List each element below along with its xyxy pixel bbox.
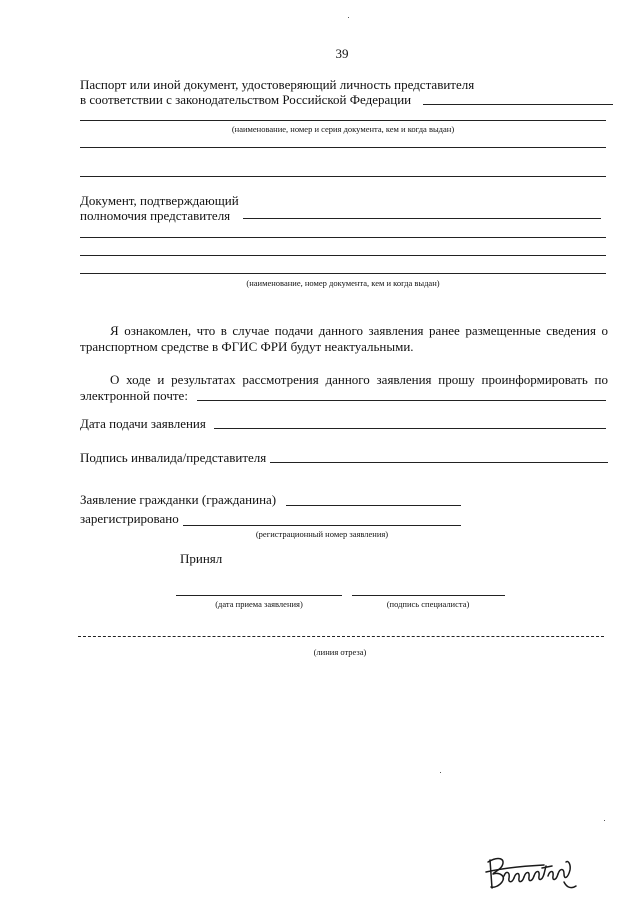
authority-doc-field-line[interactable] bbox=[80, 273, 606, 274]
cut-line bbox=[78, 636, 604, 637]
specialist-signature-caption: (подпись специалиста) bbox=[386, 599, 470, 609]
email-field[interactable] bbox=[197, 400, 606, 401]
submission-date-field[interactable] bbox=[214, 428, 606, 429]
registration-label-2: зарегистрировано bbox=[80, 511, 179, 526]
acceptance-date-caption: (дата приема заявления) bbox=[215, 599, 303, 609]
signature-label: Подпись инвалида/представителя bbox=[80, 450, 267, 465]
acknowledgement-text-2: транспортном средстве в ФГИС ФРИ будут неактуальными. bbox=[80, 339, 414, 354]
representative-id-field-line[interactable] bbox=[80, 147, 606, 148]
specialist-signature-field[interactable] bbox=[352, 595, 505, 596]
authority-doc-field-line[interactable] bbox=[80, 237, 606, 238]
authority-doc-field-line[interactable] bbox=[80, 255, 606, 256]
authority-doc-field[interactable] bbox=[243, 218, 601, 219]
scan-speck bbox=[348, 17, 349, 18]
handwritten-signature bbox=[484, 852, 584, 894]
signature-field[interactable] bbox=[270, 462, 608, 463]
authority-doc-label: Документ, подтверждающий bbox=[80, 193, 239, 208]
registration-number-caption: (регистрационный номер заявления) bbox=[255, 529, 389, 539]
scan-speck bbox=[440, 772, 441, 773]
representative-id-caption: (наименование, номер и серия документа, кем и когда выдан) bbox=[231, 124, 455, 134]
notification-text: О ходе и результатах рассмотрения данного заявления прошу проинформировать по bbox=[110, 372, 608, 387]
submission-date-label: Дата подачи заявления bbox=[80, 416, 206, 431]
registration-label: Заявление гражданки (гражданина) bbox=[80, 492, 277, 507]
authority-doc-label-2: полномочия представителя bbox=[80, 208, 231, 223]
representative-id-label: Паспорт или иной документ, удостоверяющий личность представителя bbox=[80, 77, 475, 92]
authority-doc-caption: (наименование, номер документа, кем и когда выдан) bbox=[246, 278, 440, 288]
applicant-field[interactable] bbox=[286, 505, 461, 506]
acknowledgement-text: Я ознакомлен, что в случае подачи данного заявления ранее размещенные сведения о bbox=[110, 323, 608, 338]
page-number: 39 bbox=[335, 46, 349, 61]
scan-speck bbox=[604, 820, 605, 821]
registration-number-field[interactable] bbox=[183, 525, 461, 526]
accepted-label: Принял bbox=[180, 551, 223, 566]
representative-id-label-2: в соответствии с законодательством Российской Федерации bbox=[80, 92, 412, 107]
acceptance-date-field[interactable] bbox=[176, 595, 342, 596]
representative-id-field-line[interactable] bbox=[80, 120, 606, 121]
cut-line-caption: (линия отреза) bbox=[313, 647, 367, 657]
notification-text-2: электронной почте: bbox=[80, 388, 188, 403]
representative-id-field-line[interactable] bbox=[80, 176, 606, 177]
representative-id-field[interactable] bbox=[423, 104, 613, 105]
